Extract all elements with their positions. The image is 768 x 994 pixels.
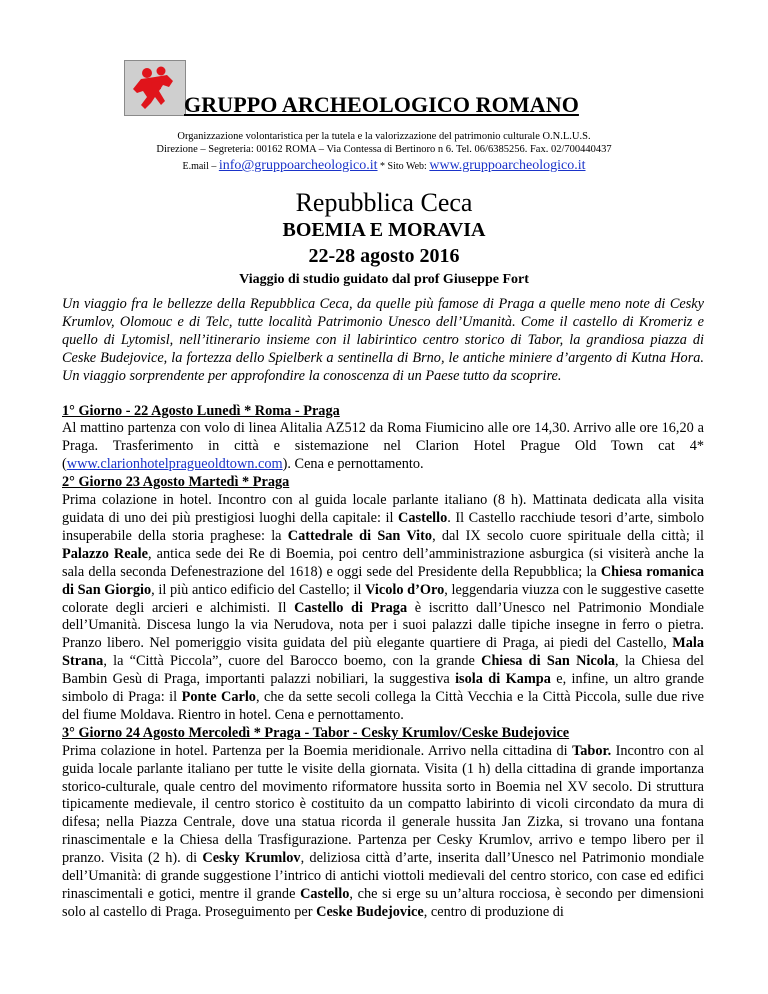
- intro-paragraph: Un viaggio fra le bellezze della Repubblica Ceca, da quelle più famose di Praga a quelle meno note di Cesky Krumlov, Olomouc e di Telc, tutte località Patrimonio Unesco dell’Umanità. Come il castello di Kromeriz e quello di Lytomisl, nell’itinerario insieme con il labirintico centro storico di Tabor, la grandiosa piazza di Ceske Budejovice, la fortezza dello Spielberk a sentinella di Brno, le antiche miniere d’argento di Kutna Hora. Un viaggio sorprendente per approfondire la conoscenza di un Paese tutto da scoprire.: [62, 296, 704, 384]
- email-link[interactable]: info@gruppoarcheologico.it: [218, 158, 378, 173]
- org-contacts: [0, 158, 768, 174]
- trip-dates: 22-28 agosto 2016: [308, 245, 460, 267]
- day-1-heading: 1° Giorno - 22 Agosto Lunedì * Roma - Praga: [62, 402, 340, 419]
- region-title: BOEMIA E MORAVIA: [282, 219, 486, 241]
- day-1-text: Al mattino partenza con volo di linea Alitalia AZ512 da Roma Fiumicino alle ore 14,30. Arrivo alle ore 16,20 a Praga. Trasferimento in città e sistemazione nel Clarion Hotel Prague Old Town cat 4* (www.clarionhotelpragueoldtown.com). Cena e pernottamento.: [62, 420, 704, 473]
- wrestlers-logo-icon: [125, 61, 185, 115]
- guide-subtitle: Viaggio di studio guidato dal prof Giuseppe Fort: [239, 272, 529, 287]
- hotel-link[interactable]: www.clarionhotelpragueoldtown.com: [66, 456, 283, 473]
- org-description: Organizzazione volontaristica per la tutela e la valorizzazione del patrimonio culturale O.N.L.U.S.: [177, 131, 591, 142]
- email-label: E.mail –: [182, 161, 217, 172]
- day-3-heading: 3° Giorno 24 Agosto Mercoledì * Praga - Tabor - Cesky Krumlov/Ceske Budejovice: [62, 724, 570, 741]
- org-name: GRUPPO ARCHEOLOGICO ROMANO: [184, 92, 579, 117]
- day-2-text: Prima colazione in hotel. Incontro con al guida locale parlante italiano (8 h). Mattinata dedicata alla visita guidata di uno dei più prestigiosi luoghi della capitale: il Castello. Il Castello racchiude tesori d’arte, simbolo insuperabile della storia praghese: la Cattedrale di San Vito, dal IX secolo cuore spirituale della città; il Palazzo Reale, antica sede dei Re di Boemia, poi centro dell’amministrazione asburgica (si visiterà anche la sala della seconda Defenestrazione del 1618) e oggi sede del Presidente della Repubblica; la Chiesa romanica di San Giorgio, il più antico edificio del Castello; il Vicolo d’Oro, leggendaria viuzza con le suggestive casette colorate degli arcieri e alchimisti. Il Castello di Praga è iscritto dall’Unesco nel Patrimonio Mondiale dell’Umanità. Discesa lungo la via Nerudova, nota per i suoi palazzi dalle tipiche insegne in ferro o pietra. Pranzo libero. Nel pomeriggio visita guidata del più elegante quartiere di Praga, ai piedi del Castello, Mala Strana, la “Città Piccola”, cuore del Barocco boemo, con la grande Chiesa di San Nicola, la Chiesa del Bambin Gesù di Praga, importanti palazzi nobiliari, la suggestiva isola di Kampa e, infine, un altro grande simbolo di Praga: il Ponte Carlo, che da sette secoli collega la Città Vecchia e la Città Piccola, sulle due rive del fiume Moldava. Rientro in hotel. Cena e pernottamento.: [62, 492, 705, 723]
- site-label: * Sito Web:: [380, 161, 427, 172]
- org-address: Direzione – Segreteria: 00162 ROMA – Via Contessa di Bertinoro n 6. Tel. 06/6385256. Fax. 02/700440437: [156, 144, 612, 155]
- logo-image: [124, 60, 186, 116]
- country-title: Repubblica Ceca: [295, 188, 473, 217]
- day-3-text: Prima colazione in hotel. Partenza per la Boemia meridionale. Arrivo nella cittadina di Tabor. Incontro con al guida locale parlante italiano per tutte le visite della giornata. Visita (1 h) della cittadina di grande importanza storico-culturale, quale centro del movimento riformatore hussita sorto in Boemia nel XV secolo. Di struttura tipicamente medievale, il centro storico è costituito da un compatto labirinto di vicoli circondato da mura di difesa; nella Piazza Centrale, dove una statua ricorda il generale hussita Jan Zizka, si trovano una fontana rinascimentale e la Chiesa della Trasfigurazione. Partenza per Cesky Krumlov, arrivo e tempo libero per il pranzo. Visita (2 h). di Cesky Krumlov, deliziosa città d’arte, inserita dall’Unesco nel Patrimonio mondiale dell’Umanità: di grande suggestione l’intrico di antichi viottoli medievali del centro storico, con case ed edifici rinascimentali e gotici, mentre il grande Castello, che si erge su un’altura rocciosa, è secondo per dimensioni solo al castello di Praga. Proseguimento per Ceske Budejovice, centro di produzione di: [62, 742, 705, 920]
- day-2-heading: 2° Giorno 23 Agosto Martedì * Praga: [62, 474, 290, 491]
- website-link[interactable]: www.gruppoarcheologico.it: [429, 158, 586, 173]
- itinerary-content: [62, 296, 704, 922]
